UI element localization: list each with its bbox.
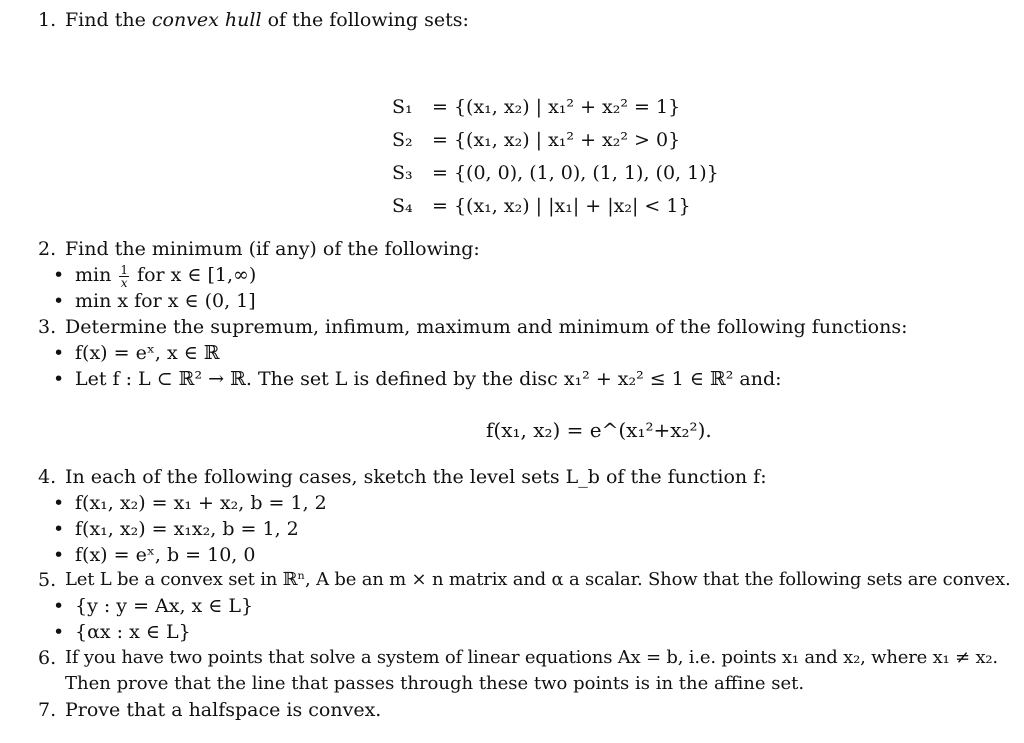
problem-text: Let L be a convex set in ℝⁿ, A be an m × n matrix and α a scalar. Show that the following sets are convex. — [65, 569, 1011, 590]
bullet-item — [53, 542, 327, 568]
set-name: S₃ — [392, 162, 413, 184]
set-name: S₂ — [392, 129, 413, 151]
problem-2-bullets — [53, 262, 256, 314]
bullet-text: {αx : x ∈ L} — [75, 621, 191, 643]
bullet-dot: • — [53, 290, 65, 312]
bullet-item — [53, 366, 782, 392]
text-segment: Find the — [65, 9, 152, 31]
set-definition: = {(0, 0), (1, 0), (1, 1), (0, 1)} — [432, 162, 719, 184]
text-segment: of the following sets: — [261, 9, 469, 31]
problem-text: Prove that a halfspace is convex. — [65, 699, 382, 721]
problem-7 — [38, 697, 1018, 723]
problem-4 — [38, 464, 1018, 490]
bullet-dot: • — [53, 595, 65, 617]
problem-number: 3. — [38, 316, 57, 338]
problem-2 — [38, 236, 1018, 262]
problem-5-bullets — [53, 593, 253, 645]
set-definition: = {(x₁, x₂) | x₁² + x₂² > 0} — [432, 129, 681, 151]
problem-6 — [38, 645, 1018, 697]
problem-text: Determine the supremum, infimum, maximum and minimum of the following functions: — [65, 316, 908, 338]
problem-text: In each of the following cases, sketch the level sets L_b of the function f: — [65, 466, 767, 488]
bullet-text: f(x) = eˣ, b = 10, 0 — [75, 544, 256, 566]
set-definition: = {(x₁, x₂) | |x₁| + |x₂| < 1} — [432, 195, 691, 217]
bullet-item — [53, 490, 327, 516]
text-segment: min — [75, 264, 118, 286]
bullet-item — [53, 516, 327, 542]
problem-number: 5. — [38, 569, 57, 591]
set-row — [392, 94, 719, 127]
set-row — [392, 160, 719, 193]
problem-3-bullets — [53, 340, 782, 392]
problem-1 — [38, 7, 1018, 33]
set-row — [392, 127, 719, 160]
display-equation: f(x₁, x₂) = e^(x₁²+x₂²). — [486, 418, 712, 442]
emphasized-term: convex hull — [151, 9, 262, 31]
bullet-text: min x for x ∈ (0, 1] — [75, 290, 256, 312]
set-definition: = {(x₁, x₂) | x₁² + x₂² = 1} — [432, 96, 681, 118]
bullet-dot: • — [53, 342, 65, 364]
bullet-dot: • — [53, 544, 65, 566]
bullet-dot: • — [53, 264, 65, 286]
set-name: S₁ — [392, 96, 413, 118]
fraction-denominator: x — [120, 275, 128, 290]
set-name: S₄ — [392, 195, 413, 217]
bullet-text: Let f : L ⊂ ℝ² → ℝ. The set L is defined by the disc x₁² + x₂² ≤ 1 ∈ ℝ² and: — [75, 368, 782, 390]
fraction — [119, 264, 129, 289]
fraction-numerator: 1 — [120, 262, 129, 277]
bullet-item — [53, 619, 253, 645]
problem-number: 2. — [38, 238, 57, 260]
bullet-item — [53, 288, 256, 314]
bullet-dot: • — [53, 492, 65, 514]
bullet-dot: • — [53, 621, 65, 643]
bullet-item — [53, 262, 256, 288]
problem-text: Find the minimum (if any) of the following: — [65, 238, 480, 260]
set-row — [392, 193, 719, 226]
problem-5 — [38, 567, 1018, 593]
text-segment: for x ∈ [1,∞) — [131, 264, 257, 286]
bullet-dot: • — [53, 368, 65, 390]
problem-text — [65, 7, 469, 33]
problem-4-bullets — [53, 490, 327, 568]
bullet-item — [53, 593, 253, 619]
bullet-text: f(x) = eˣ, x ∈ ℝ — [75, 342, 220, 364]
problem-number: 7. — [38, 699, 57, 721]
bullet-item — [53, 340, 782, 366]
problem-text-line-1: If you have two points that solve a system of linear equations Ax = b, i.e. points x₁ and x₂, where x₁ ≠ x₂. — [65, 647, 998, 668]
bullet-dot: • — [53, 518, 65, 540]
problem-3 — [38, 314, 1018, 340]
problem-text-line-2: Then prove that the line that passes through these two points is in the affine set. — [65, 673, 805, 694]
bullet-text: f(x₁, x₂) = x₁x₂, b = 1, 2 — [75, 518, 299, 540]
set-definitions — [392, 94, 719, 226]
problem-number: 4. — [38, 466, 57, 488]
bullet-text: {y : y = Ax, x ∈ L} — [75, 595, 254, 617]
problem-number: 6. — [38, 647, 57, 669]
problem-number: 1. — [38, 9, 57, 31]
bullet-text: f(x₁, x₂) = x₁ + x₂, b = 1, 2 — [75, 492, 327, 514]
